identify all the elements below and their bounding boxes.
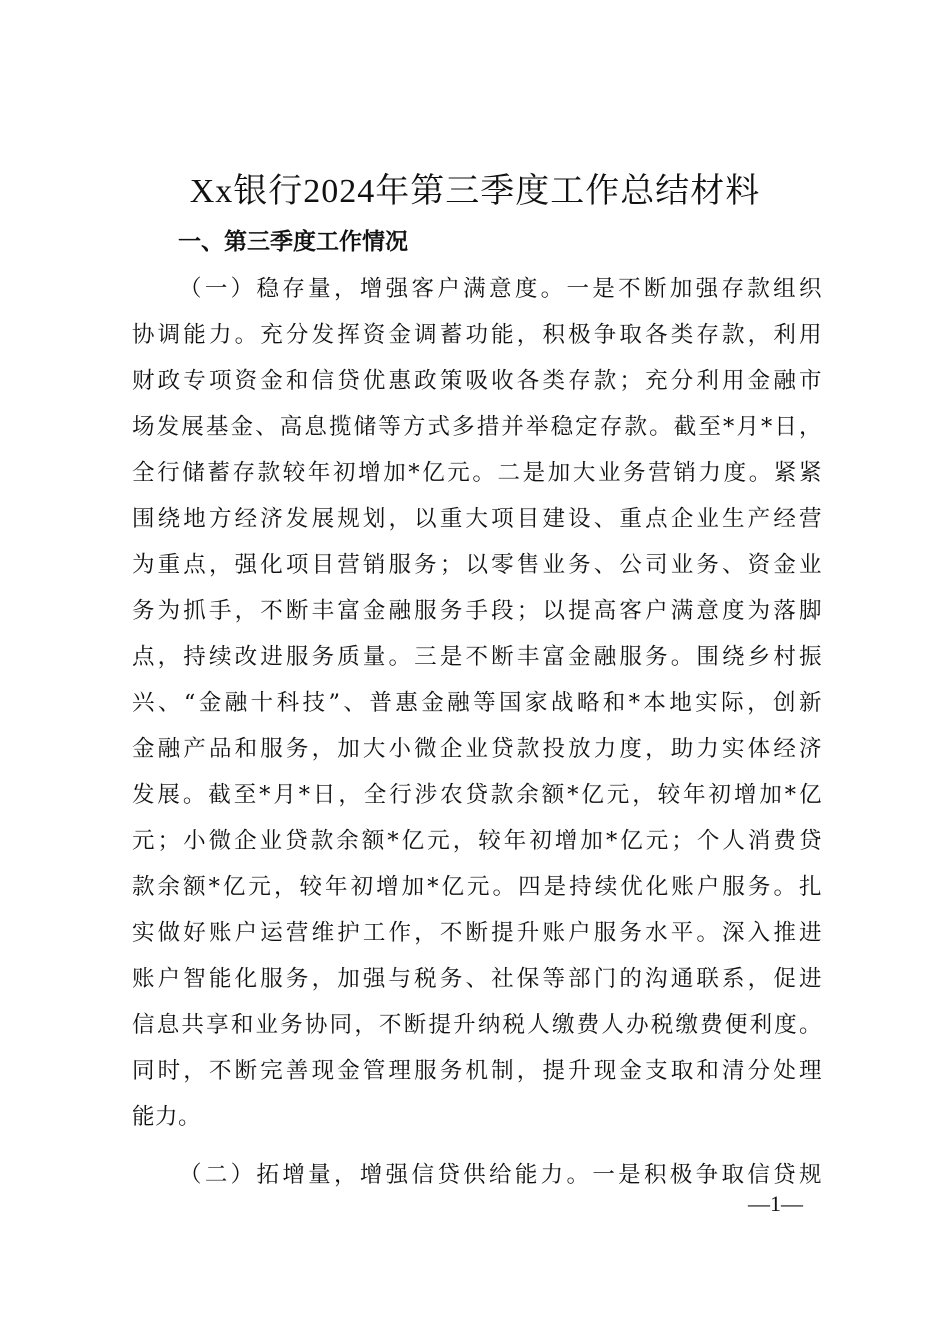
text-line: 务为抓手，不断丰富金融服务手段；以提高客户满意度为落脚 <box>132 598 822 624</box>
text-line: 元；小微企业贷款余额*亿元，较年初增加*亿元；个人消费贷 <box>132 828 822 854</box>
text-line: 协调能力。充分发挥资金调蓄功能，积极争取各类存款，利用 <box>132 322 822 348</box>
text-line: 全行储蓄存款较年初增加*亿元。二是加大业务营销力度。紧紧 <box>132 460 822 486</box>
text-line: 发展。截至*月*日，全行涉农贷款余额*亿元，较年初增加*亿 <box>132 782 822 808</box>
text-line: 账户智能化服务，加强与税务、社保等部门的沟通联系，促进 <box>132 966 822 992</box>
text-line: 财政专项资金和信贷优惠政策吸收各类存款；充分利用金融市 <box>132 368 822 394</box>
page-number: —1— <box>748 1191 803 1216</box>
text-line: 场发展基金、高息揽储等方式多措并举稳定存款。截至*月*日， <box>132 414 822 440</box>
text-line: 信息共享和业务协同，不断提升纳税人缴费人办税缴费便利度。 <box>132 1012 822 1038</box>
text-line: 点，持续改进服务质量。三是不断丰富金融服务。围绕乡村振 <box>132 644 822 670</box>
text-line: 兴、“金融十科技”、普惠金融等国家战略和*本地实际，创新 <box>132 690 822 716</box>
text-line: 款余额*亿元，较年初增加*亿元。四是持续优化账户服务。扎 <box>132 874 822 900</box>
section-heading: 一、第三季度工作情况 <box>178 229 408 255</box>
text-line: 为重点，强化项目营销服务；以零售业务、公司业务、资金业 <box>132 552 822 578</box>
text-line: 围绕地方经济发展规划，以重大项目建设、重点企业生产经营 <box>132 506 822 532</box>
document-title: Xx银行2024年第三季度工作总结材料 <box>189 173 761 210</box>
text-line: （一）稳存量，增强客户满意度。一是不断加强存款组织 <box>179 276 822 302</box>
document-body <box>132 266 822 1198</box>
text-line: 同时，不断完善现金管理服务机制，提升现金支取和清分处理 <box>132 1058 822 1084</box>
text-line: 实做好账户运营维护工作，不断提升账户服务水平。深入推进 <box>132 920 822 946</box>
text-line: （二）拓增量，增强信贷供给能力。一是积极争取信贷规 <box>179 1162 822 1188</box>
text-line: 金融产品和服务，加大小微企业贷款投放力度，助力实体经济 <box>132 736 822 762</box>
text-line: 能力。 <box>132 1104 202 1130</box>
